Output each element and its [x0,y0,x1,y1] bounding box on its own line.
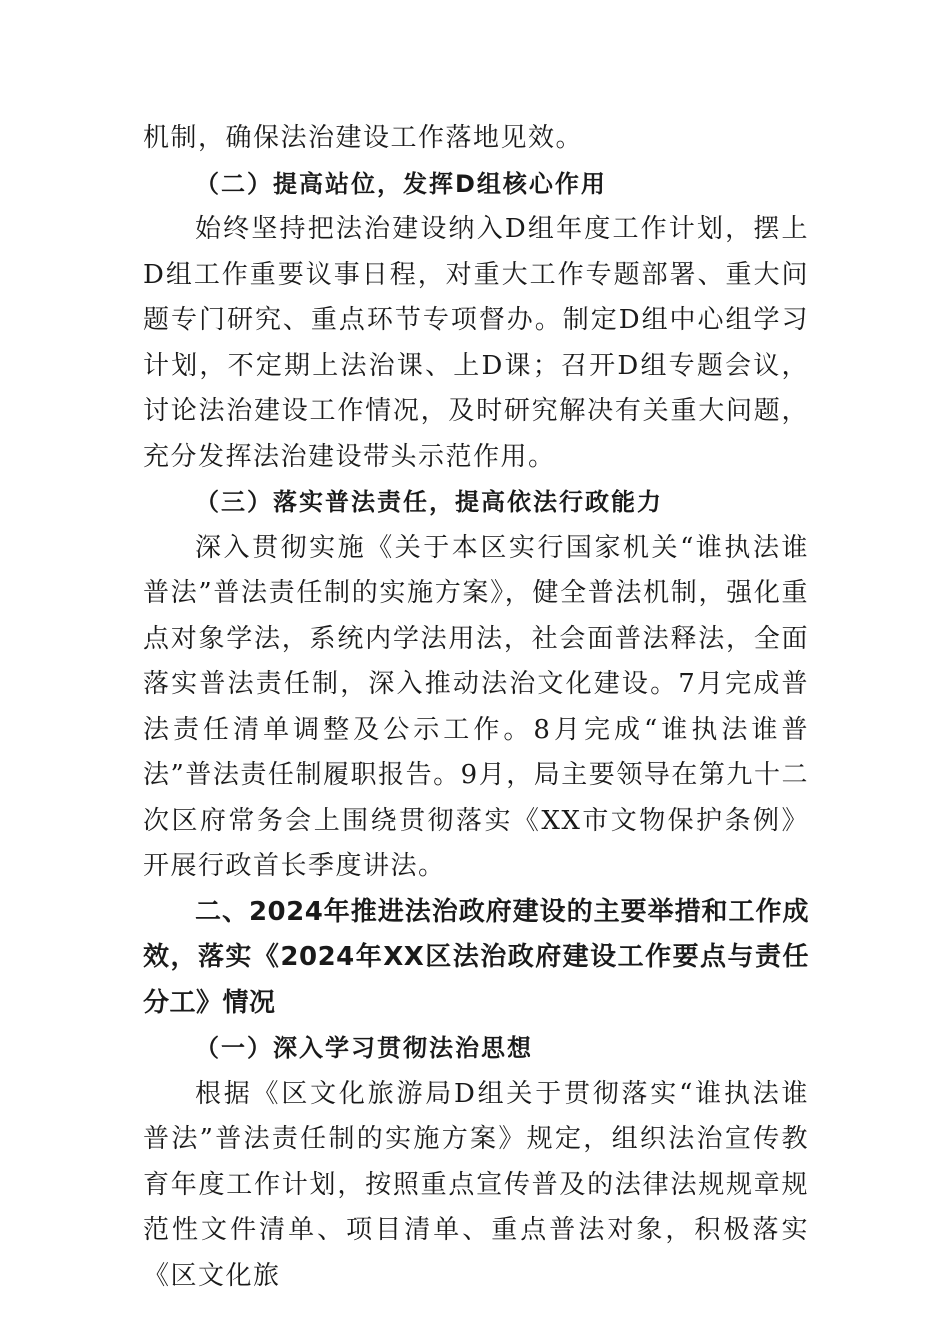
subheading-3: （三）落实普法责任，提高依法行政能力 [195,488,663,516]
subheading-2: （二）提高站位，发挥D组核心作用 [195,169,607,198]
document-body [143,116,809,1299]
paragraph-4: 根据《区文化旅游局D组关于贯彻落实“谁执法谁普法”普法责任制的实施方案》规定，组织法治宣传教育年度工作计划，按照重点宣传普及的法律法规规章规范性文件清单、项目清单、重点普法对象，积极落实《区文化旅 [143,1078,809,1291]
subheading-4: （一）深入学习贯彻法治思想 [195,1034,533,1062]
section-heading: 二、2024年推进法治政府建设的主要举措和工作成效，落实《2024年XX区法治政府建设工作要点与责任分工》情况 [143,896,809,1018]
paragraph-2: 始终坚持把法治建设纳入D组年度工作计划，摆上D组工作重要议事日程，对重大工作专题部署、重大问题专门研究、重点环节专项督办。制定D组中心组学习计划，不定期上法治课、上D课；召开D组专题会议，讨论法治建设工作情况，及时研究解决有关重大问题，充分发挥法治建设带头示范作用。 [143,214,809,472]
paragraph-continued: 机制，确保法治建设工作落地见效。 [143,123,584,153]
paragraph-3: 深入贯彻实施《关于本区实行国家机关“谁执法谁普法”普法责任制的实施方案》，健全普法机制，强化重点对象学法，系统内学法用法，社会面普法释法，全面落实普法责任制，深入推动法治文化建设。7月完成普法责任清单调整及公示工作。8月完成“谁执法谁普法”普法责任制履职报告。9月，局主要领导在第九十二次区府常务会上围绕贯彻落实《XX市文物保护条例》开展行政首长季度讲法。 [143,532,809,881]
